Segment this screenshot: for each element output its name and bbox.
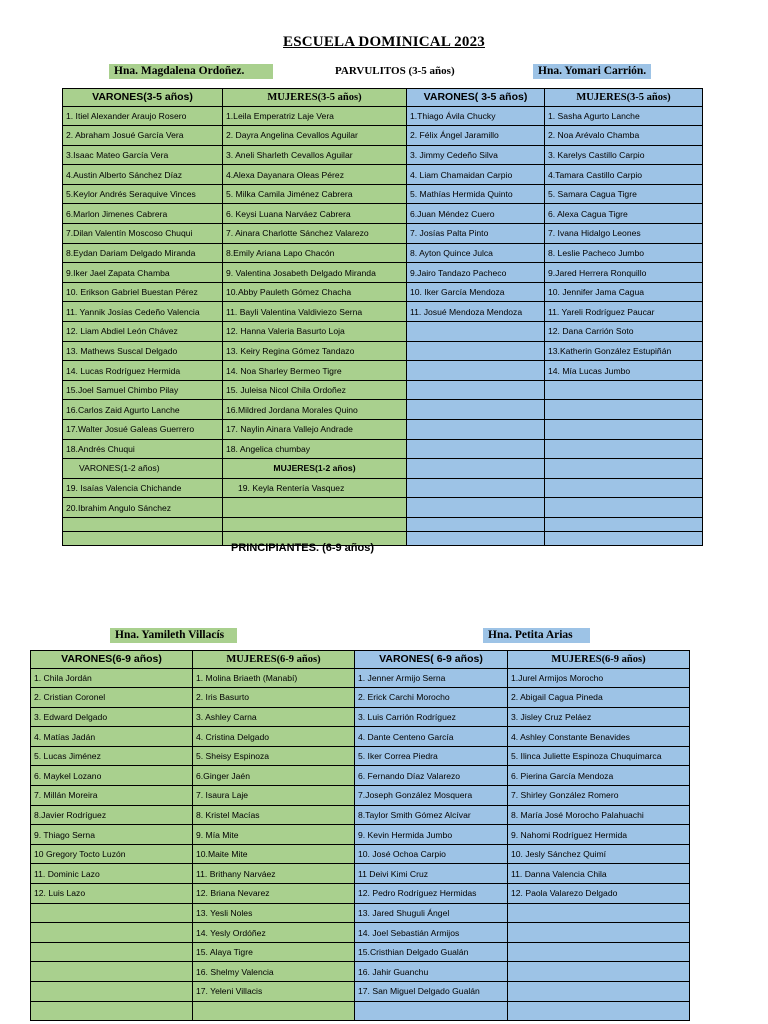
cell-mujeres-b: 7. Ivana Hidalgo Leones <box>545 224 703 244</box>
cell-varones-b <box>407 439 545 459</box>
cell-mujeres-a: 7. Isaura Laje <box>193 786 355 806</box>
cell-varones-b: 1. Jenner Armijo Serna <box>355 668 508 688</box>
sub-header-row <box>63 459 703 479</box>
cell-varones-a: 1. Chila Jordán <box>31 668 193 688</box>
table-row <box>31 884 690 904</box>
cell-mujeres-a: 11. Brithany Narváez <box>193 864 355 884</box>
cell-varones-b: 7. Josías Palta Pinto <box>407 224 545 244</box>
table-row <box>63 204 703 224</box>
cell-varones-a: 7. Millán Moreira <box>31 786 193 806</box>
cell-mujeres-b: 10. Jesly Sánchez Quimí <box>508 844 690 864</box>
group-title-principiantes: PRINCIPIANTES. (6-9 años) <box>231 542 375 554</box>
cell-varones-a <box>31 1001 193 1021</box>
table-row <box>31 864 690 884</box>
cell-varones-a: 17.Walter Josué Galeas Guerrero <box>63 420 223 440</box>
principiantes-table <box>30 650 690 1021</box>
cell-mujeres-b: 2. Abigail Cagua Pineda <box>508 688 690 708</box>
cell-varones-b: 7.Joseph González Mosquera <box>355 786 508 806</box>
cell-varones-b <box>407 478 545 498</box>
cell-mujeres-a: 16. Shelmy Valencia <box>193 962 355 982</box>
cell-mujeres-b: 4. Ashley Constante Benavides <box>508 727 690 747</box>
cell-mujeres-a: 13. Yesli Noles <box>193 903 355 923</box>
cell-mujeres-b: 3. Karelys Castillo Carpio <box>545 145 703 165</box>
parvulitos-table <box>62 88 703 546</box>
column-header-varones-a: VARONES(6-9 años) <box>31 651 193 669</box>
table-row <box>31 1001 690 1021</box>
cell-mujeres-a: 13. Keiry Regina Gómez Tandazo <box>223 341 407 361</box>
cell-mujeres-a: 5. Sheisy Espinoza <box>193 746 355 766</box>
cell-varones-a: 8.Eydan Dariam Delgado Miranda <box>63 243 223 263</box>
cell-mujeres-a: 8.Emily Ariana Lapo Chacón <box>223 243 407 263</box>
table-row <box>31 942 690 962</box>
cell-mujeres-b <box>545 380 703 400</box>
table-row <box>63 224 703 244</box>
cell-varones-b <box>355 1001 508 1021</box>
cell-varones-b <box>407 517 545 531</box>
table-row <box>63 478 703 498</box>
cell-mujeres-b: 3. Jisley Cruz Peláez <box>508 707 690 727</box>
cell-mujeres-b: 13.Katherin González Estupiñán <box>545 341 703 361</box>
cell-mujeres-a: 15. Juleisa Nicol Chila Ordoñez <box>223 380 407 400</box>
cell-varones-b: 13. Jared Shuguli Ángel <box>355 903 508 923</box>
cell-varones-b: 5. Iker Correa Piedra <box>355 746 508 766</box>
cell-varones-a: 4.Austin Alberto Sánchez Díaz <box>63 165 223 185</box>
group-title-parvulitos: PARVULITOS (3-5 años) <box>335 65 455 77</box>
cell-mujeres-b: 4.Tamara Castillo Carpio <box>545 165 703 185</box>
cell-mujeres-b <box>545 517 703 531</box>
cell-mujeres-b: 2. Noa Arévalo Chamba <box>545 126 703 146</box>
cell-varones-b: 16. Jahir Guanchu <box>355 962 508 982</box>
cell-mujeres-b <box>545 459 703 479</box>
table-row <box>31 746 690 766</box>
cell-mujeres-a: 5. Milka Camila Jiménez Cabrera <box>223 184 407 204</box>
cell-mujeres-b: 9. Nahomi Rodríguez Hermida <box>508 825 690 845</box>
table-row <box>31 982 690 1002</box>
cell-mujeres-a: 18. Angelica chumbay <box>223 439 407 459</box>
cell-mujeres-a: 2. Dayra Angelina Cevallos Aguilar <box>223 126 407 146</box>
table-row <box>63 400 703 420</box>
cell-mujeres-b: 9.Jared Herrera Ronquillo <box>545 263 703 283</box>
cell-mujeres-a: 3. Ashley Carna <box>193 707 355 727</box>
table-row <box>63 531 703 545</box>
cell-mujeres-a: 7. Ainara Charlotte Sánchez Valarezo <box>223 224 407 244</box>
column-header-mujeres-b: MUJERES(6-9 años) <box>508 651 690 669</box>
cell-mujeres-a: 4.Alexa Dayanara Oleas Pérez <box>223 165 407 185</box>
cell-mujeres-a: 2. Iris Basurto <box>193 688 355 708</box>
cell-varones-b: 17. San Miguel Delgado Gualán <box>355 982 508 1002</box>
cell-mujeres-b <box>508 1001 690 1021</box>
column-header-varones-b: VARONES( 3-5 años) <box>407 89 545 107</box>
cell-varones-b: 4. Liam Chamaidan Carpio <box>407 165 545 185</box>
cell-mujeres-a: 10.Maite Mite <box>193 844 355 864</box>
cell-varones-a: 12. Luis Lazo <box>31 884 193 904</box>
cell-mujeres-b: 7. Shirley González Romero <box>508 786 690 806</box>
cell-varones-b <box>407 400 545 420</box>
table-row <box>63 380 703 400</box>
table-row <box>63 263 703 283</box>
table-row <box>63 439 703 459</box>
cell-varones-b: 11 Deivi Kimi Cruz <box>355 864 508 884</box>
cell-varones-a <box>31 903 193 923</box>
cell-varones-b <box>407 361 545 381</box>
cell-varones-a: 2. Cristian Coronel <box>31 688 193 708</box>
cell-mujeres-b <box>545 439 703 459</box>
table-row <box>63 145 703 165</box>
cell-mujeres-a: 14. Yesly Ordóñez <box>193 923 355 943</box>
cell-varones-a: 13. Mathews Suscal Delgado <box>63 341 223 361</box>
cell-varones-b: 6. Fernando Díaz Valarezo <box>355 766 508 786</box>
cell-mujeres-a: 3. Aneli Sharleth Cevallos Aguilar <box>223 145 407 165</box>
column-header-mujeres-a: MUJERES(3-5 años) <box>223 89 407 107</box>
table-row <box>63 184 703 204</box>
column-header-varones-b: VARONES( 6-9 años) <box>355 651 508 669</box>
cell-varones-b: 8. Ayton Quince Julca <box>407 243 545 263</box>
cell-mujeres-a: 15. Alaya Tigre <box>193 942 355 962</box>
cell-mujeres-b <box>545 478 703 498</box>
table-row <box>31 844 690 864</box>
table-header-row <box>63 89 703 107</box>
cell-varones-b: 11. Josué Mendoza Mendoza <box>407 302 545 322</box>
table-row <box>63 282 703 302</box>
cell-mujeres-a: 11. Bayli Valentina Valdiviezo Serna <box>223 302 407 322</box>
cell-varones-b: 2. Félix Ángel Jaramillo <box>407 126 545 146</box>
cell-varones-a: 16.Carlos Zaid Agurto Lanche <box>63 400 223 420</box>
table-row <box>63 341 703 361</box>
cell-varones-b: 3. Luis Carrión Rodríguez <box>355 707 508 727</box>
cell-mujeres-a: 16.Mildred Jordana Morales Quino <box>223 400 407 420</box>
cell-mujeres-a: 14. Noa Sharley Bermeo Tigre <box>223 361 407 381</box>
cell-mujeres-a: 6. Keysi Luana Narváez Cabrera <box>223 204 407 224</box>
cell-varones-a: 6.Marlon Jimenes Cabrera <box>63 204 223 224</box>
cell-varones-a: 1. Itiel Alexander Araujo Rosero <box>63 106 223 126</box>
cell-varones-a <box>31 982 193 1002</box>
cell-mujeres-b: 5. Samara Cagua Tigre <box>545 184 703 204</box>
cell-varones-a: 6. Maykel Lozano <box>31 766 193 786</box>
cell-varones-b: 9. Kevin Hermida Jumbo <box>355 825 508 845</box>
table-row <box>31 766 690 786</box>
cell-mujeres-b <box>545 531 703 545</box>
cell-varones-b <box>407 420 545 440</box>
cell-varones-a: 7.Dilan Valentín Moscoso Chuqui <box>63 224 223 244</box>
cell-mujeres-a: 12. Briana Nevarez <box>193 884 355 904</box>
column-header-varones-a: VARONES(3-5 años) <box>63 89 223 107</box>
cell-mujeres-b: 1.Jurel Armijos Morocho <box>508 668 690 688</box>
table-row <box>63 302 703 322</box>
cell-varones-b: 2. Erick Carchi Morocho <box>355 688 508 708</box>
cell-varones-b: 1.Thiago Ávila Chucky <box>407 106 545 126</box>
cell-varones-a: 15.Joel Samuel Chimbo Pilay <box>63 380 223 400</box>
cell-varones-a: 19. Isaías Valencia Chichande <box>63 478 223 498</box>
cell-varones-a <box>31 962 193 982</box>
cell-varones-b: 5. Mathías Hermida Quinto <box>407 184 545 204</box>
table-row <box>63 517 703 531</box>
cell-varones-a: 11. Yannik Josías Cedeño Valencia <box>63 302 223 322</box>
cell-varones-b <box>407 531 545 545</box>
cell-varones-b <box>407 341 545 361</box>
cell-mujeres-b: 11. Danna Valencia Chila <box>508 864 690 884</box>
cell-varones-a: 12. Liam Abdiel León Chávez <box>63 322 223 342</box>
table-row <box>31 727 690 747</box>
column-header-mujeres-a: MUJERES(6-9 años) <box>193 651 355 669</box>
cell-varones-a: 4. Matías Jadán <box>31 727 193 747</box>
cell-mujeres-b: 6. Alexa Cagua Tigre <box>545 204 703 224</box>
column-header-mujeres-b: MUJERES(3-5 años) <box>545 89 703 107</box>
cell-mujeres-a: 9. Mía Mite <box>193 825 355 845</box>
cell-varones-b: 14. Joel Sebastián Armijos <box>355 923 508 943</box>
cell-mujeres-a: 1. Molina Briaeth (Manabí) <box>193 668 355 688</box>
cell-mujeres-b: 10. Jennifer Jama Cagua <box>545 282 703 302</box>
cell-mujeres-b <box>508 903 690 923</box>
cell-varones-a: 20.Ibrahim Angulo Sánchez <box>63 498 223 518</box>
cell-varones-b: 4. Dante Centeno García <box>355 727 508 747</box>
teacher-name-left-2: Hna. Yamileth Villacís <box>110 628 237 643</box>
cell-varones-a: 9. Thiago Serna <box>31 825 193 845</box>
cell-mujeres-a: 6.Ginger Jaén <box>193 766 355 786</box>
cell-varones-b: 15.Cristhian Delgado Gualán <box>355 942 508 962</box>
cell-varones-a: 10 Gregory Tocto Luzón <box>31 844 193 864</box>
table-header-row <box>31 651 690 669</box>
cell-mujeres-b <box>545 400 703 420</box>
cell-mujeres-b <box>545 498 703 518</box>
cell-varones-a: 8.Javier Rodríguez <box>31 805 193 825</box>
table-row <box>63 126 703 146</box>
cell-varones-a <box>63 531 223 545</box>
table-row <box>63 243 703 263</box>
cell-mujeres-b: 12. Paola Valarezo Delgado <box>508 884 690 904</box>
cell-varones-a: 18.Andrés Chuqui <box>63 439 223 459</box>
teacher-name-right: Hna. Yomari Carrión. <box>533 64 651 79</box>
cell-mujeres-b: 8. Leslie Pacheco Jumbo <box>545 243 703 263</box>
table-row <box>63 165 703 185</box>
cell-varones-a: 3. Edward Delgado <box>31 707 193 727</box>
cell-varones-b: 12. Pedro Rodríguez Hermidas <box>355 884 508 904</box>
cell-varones-b: 6.Juan Méndez Cuero <box>407 204 545 224</box>
cell-mujeres-b <box>508 923 690 943</box>
cell-varones-a <box>31 942 193 962</box>
cell-varones-b: 8.Taylor Smith Gómez Alcívar <box>355 805 508 825</box>
cell-varones-b <box>407 459 545 479</box>
cell-varones-a: 11. Dominic Lazo <box>31 864 193 884</box>
cell-mujeres-a: 17. Yeleni Villacis <box>193 982 355 1002</box>
table-row <box>63 420 703 440</box>
cell-varones-b: 10. José Ochoa Carpio <box>355 844 508 864</box>
cell-mujeres-a: 4. Cristina Delgado <box>193 727 355 747</box>
cell-mujeres-b <box>508 982 690 1002</box>
document-title: ESCUELA DOMINICAL 2023 <box>283 34 485 50</box>
cell-varones-b: 10. Iker García Mendoza <box>407 282 545 302</box>
cell-varones-a <box>63 517 223 531</box>
sub-header-mujeres: MUJERES(1-2 años) <box>223 459 407 479</box>
cell-varones-a: 14. Lucas Rodríguez Hermida <box>63 361 223 381</box>
table-row <box>31 688 690 708</box>
cell-mujeres-b <box>545 420 703 440</box>
table-row <box>63 106 703 126</box>
cell-mujeres-a: 19. Keyla Rentería Vasquez <box>223 478 407 498</box>
cell-mujeres-a <box>223 517 407 531</box>
cell-varones-a: 10. Erikson Gabriel Buestan Pérez <box>63 282 223 302</box>
cell-mujeres-b: 5. Ilinca Juliette Espinoza Chuquimarca <box>508 746 690 766</box>
table-row <box>63 361 703 381</box>
cell-varones-b <box>407 322 545 342</box>
table-row <box>31 962 690 982</box>
cell-varones-b: 9.Jairo Tandazo Pacheco <box>407 263 545 283</box>
table-row <box>31 805 690 825</box>
table-row <box>31 903 690 923</box>
cell-varones-a: 5.Keylor Andrés Seraquive Vinces <box>63 184 223 204</box>
cell-mujeres-a: 10.Abby Pauleth Gómez Chacha <box>223 282 407 302</box>
cell-mujeres-a: 1.Leila Emperatriz Laje Vera <box>223 106 407 126</box>
cell-varones-a: 3.Isaac Mateo García Vera <box>63 145 223 165</box>
sub-header-varones: VARONES(1-2 años) <box>63 459 223 479</box>
cell-mujeres-b: 12. Dana Carrión Soto <box>545 322 703 342</box>
cell-varones-b: 3. Jimmy Cedeño Silva <box>407 145 545 165</box>
table-row <box>31 825 690 845</box>
cell-mujeres-b <box>508 942 690 962</box>
table-row <box>31 923 690 943</box>
cell-mujeres-a: 9. Valentina Josabeth Delgado Miranda <box>223 263 407 283</box>
table-row <box>63 498 703 518</box>
cell-varones-a <box>31 923 193 943</box>
cell-varones-a: 9.Iker Jael Zapata Chamba <box>63 263 223 283</box>
cell-varones-b <box>407 498 545 518</box>
table-row <box>63 322 703 342</box>
cell-mujeres-b <box>508 962 690 982</box>
teacher-name-left: Hna. Magdalena Ordoñez. <box>109 64 273 79</box>
table-row <box>31 786 690 806</box>
teacher-name-right-2: Hna. Petita Arias <box>483 628 590 643</box>
cell-mujeres-b: 6. Pierina García Mendoza <box>508 766 690 786</box>
cell-mujeres-b: 1. Sasha Agurto Lanche <box>545 106 703 126</box>
cell-mujeres-a <box>223 498 407 518</box>
cell-mujeres-a: 8. Kristel Macías <box>193 805 355 825</box>
cell-varones-b <box>407 380 545 400</box>
table-row <box>31 668 690 688</box>
cell-mujeres-b: 14. Mía Lucas Jumbo <box>545 361 703 381</box>
cell-varones-a: 5. Lucas Jiménez <box>31 746 193 766</box>
cell-mujeres-b: 8. María José Morocho Palahuachi <box>508 805 690 825</box>
table-row <box>31 707 690 727</box>
cell-mujeres-b: 11. Yareli Rodríguez Paucar <box>545 302 703 322</box>
cell-mujeres-a <box>193 1001 355 1021</box>
cell-varones-a: 2. Abraham Josué García Vera <box>63 126 223 146</box>
cell-mujeres-a: 17. Naylin Ainara Vallejo Andrade <box>223 420 407 440</box>
cell-mujeres-a: 12. Hanna Valeria Basurto Loja <box>223 322 407 342</box>
